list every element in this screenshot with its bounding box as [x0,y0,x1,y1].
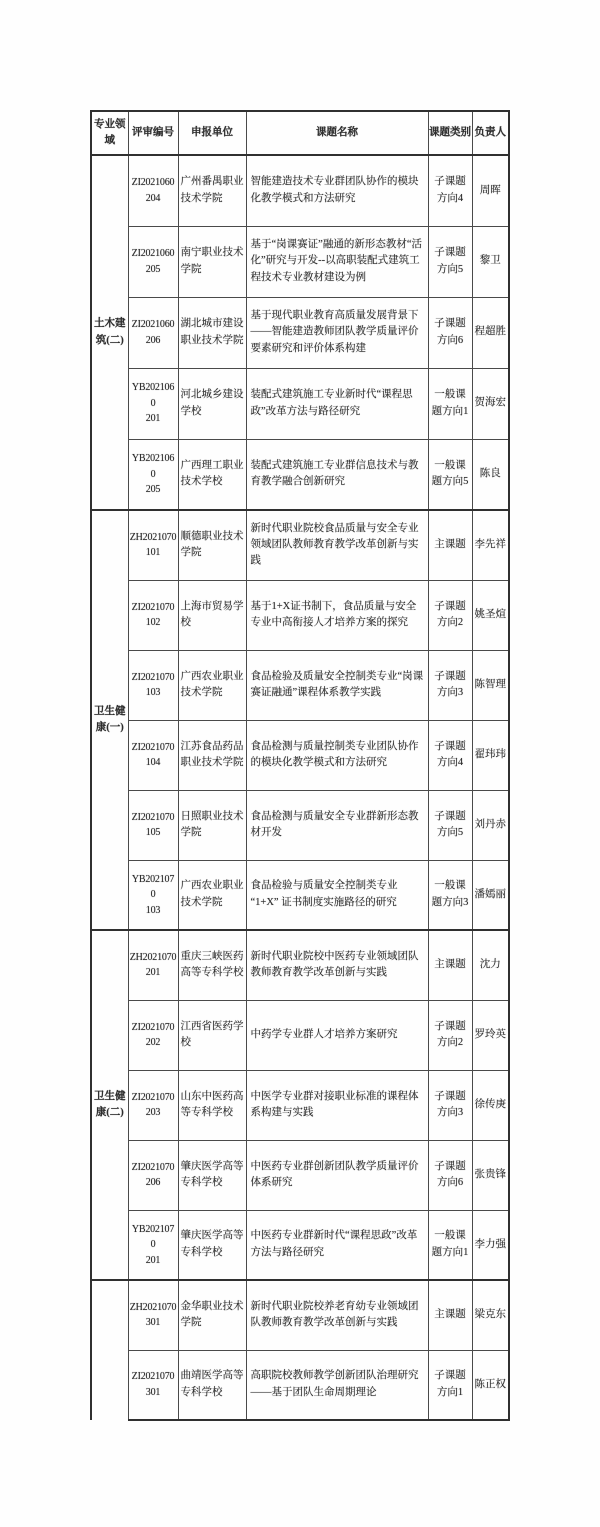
cell-applicant-unit: 河北城乡建设学校 [178,368,246,439]
cell-leader-name: 罗玲英 [472,1000,509,1070]
cell-project-type: 子课题方向2 [428,1000,472,1070]
cell-project-title: 新时代职业院校食品质量与安全专业领域团队教师教育教学改革创新与实践 [246,510,428,580]
table-row [91,860,509,930]
cell-review-code: YB2021070 103 [128,860,178,930]
cell-project-type: 子课题方向3 [428,650,472,720]
cell-project-title: 新时代职业院校养老育幼专业领域团队教师教育教学改革创新与实践 [246,1280,428,1350]
cell-project-type: 子课题方向5 [428,790,472,860]
cell-leader-name: 程超胜 [472,297,509,368]
cell-project-title: 新时代职业院校中医药专业领域团队教师教育教学改革创新与实践 [246,930,428,1000]
column-header-title: 课题名称 [246,111,428,155]
cell-project-title: 中药学专业群人才培养方案研究 [246,1000,428,1070]
cell-review-code: YB2021060 201 [128,368,178,439]
cell-leader-name: 周晖 [472,155,509,226]
cell-project-type: 子课题方向5 [428,226,472,297]
table-row [91,1350,509,1420]
cell-project-title: 高职院校教师教学创新团队治理研究——基于团队生命周期理论 [246,1350,428,1420]
cell-applicant-unit: 日照职业技术学院 [178,790,246,860]
cell-project-type: 子课题方向6 [428,297,472,368]
cell-review-code: ZI2021060 204 [128,155,178,226]
table-row [91,790,509,860]
cell-leader-name: 张贵锋 [472,1140,509,1210]
cell-project-title: 基于现代职业教育高质量发展背景下——智能建造教师团队教学质量评价要素研究和评价体系构建 [246,297,428,368]
cell-applicant-unit: 顺德职业技术学院 [178,510,246,580]
cell-applicant-unit: 肇庆医学高等专科学校 [178,1210,246,1280]
cell-review-code: ZI2021060 205 [128,226,178,297]
cell-applicant-unit: 广西农业职业技术学院 [178,860,246,930]
cell-project-title: 食品检验与质量安全控制类专业 “1+X” 证书制度实施路径的研究 [246,860,428,930]
cell-project-title: 中医药专业群创新团队教学质量评价体系研究 [246,1140,428,1210]
cell-leader-name: 姚圣煊 [472,580,509,650]
cell-field: 卫生健康(二) [91,930,128,1280]
cell-review-code: YB2021070 201 [128,1210,178,1280]
cell-project-type: 一般课题方向1 [428,1210,472,1280]
cell-applicant-unit: 广州番禺职业技术学院 [178,155,246,226]
cell-review-code: ZI2021070 206 [128,1140,178,1210]
cell-project-type: 主课题 [428,510,472,580]
cell-review-code: ZI2021070 104 [128,720,178,790]
table-row [91,297,509,368]
cell-project-type: 一般课题方向3 [428,860,472,930]
cell-leader-name: 徐传庚 [472,1070,509,1140]
cell-leader-name: 陈正权 [472,1350,509,1420]
cell-applicant-unit: 山东中医药高等专科学校 [178,1070,246,1140]
table-row [91,510,509,580]
cell-applicant-unit: 重庆三峡医药高等专科学校 [178,930,246,1000]
table-row [91,720,509,790]
cell-review-code: ZH2021070 301 [128,1280,178,1350]
cell-review-code: ZI2021070 102 [128,580,178,650]
table-row [91,1000,509,1070]
cell-project-type: 子课题方向3 [428,1070,472,1140]
cell-review-code: ZI2021070 202 [128,1000,178,1070]
cell-applicant-unit: 曲靖医学高等专科学校 [178,1350,246,1420]
cell-leader-name: 梁克东 [472,1280,509,1350]
cell-applicant-unit: 湖北城市建设职业技术学院 [178,297,246,368]
cell-project-type: 一般课题方向5 [428,439,472,510]
cell-project-title: 装配式建筑施工专业群信息技术与教育教学融合创新研究 [246,439,428,510]
cell-project-title: 基于1+X证书制下，食品质量与安全专业中高衔接人才培养方案的探究 [246,580,428,650]
cell-applicant-unit: 江苏食品药品职业技术学院 [178,720,246,790]
cell-leader-name: 黎卫 [472,226,509,297]
cell-project-title: 食品检验及质量安全控制类专业“岗课赛证融通”课程体系教学实践 [246,650,428,720]
cell-project-title: 中医学专业群对接职业标准的课程体系构建与实践 [246,1070,428,1140]
cell-project-type: 子课题方向1 [428,1350,472,1420]
cell-project-type: 子课题方向6 [428,1140,472,1210]
cell-review-code: ZI2021060 206 [128,297,178,368]
column-header-type: 课题类别 [428,111,472,155]
cell-applicant-unit: 肇庆医学高等专科学校 [178,1140,246,1210]
cell-project-type: 子课题方向4 [428,720,472,790]
cell-field: 土木建筑(二) [91,155,128,510]
cell-project-title: 装配式建筑施工专业新时代“课程思政”改革方法与路径研究 [246,368,428,439]
cell-leader-name: 陈智理 [472,650,509,720]
cell-review-code: ZI2021070 301 [128,1350,178,1420]
cell-leader-name: 沈力 [472,930,509,1000]
cell-project-type: 主课题 [428,930,472,1000]
cell-project-title: 中医药专业群新时代“课程思政”改革方法与路径研究 [246,1210,428,1280]
cell-project-type: 子课题方向4 [428,155,472,226]
table-row [91,1070,509,1140]
cell-review-code: ZH2021070 101 [128,510,178,580]
column-header-code: 评审编号 [128,111,178,155]
cell-leader-name: 潘嫣丽 [472,860,509,930]
table-row [91,650,509,720]
cell-review-code: ZH2021070 201 [128,930,178,1000]
cell-project-title: 基于“岗课赛证”融通的新形态教材“活化”研究与开发--以高职装配式建筑工程技术专业教材建设为例 [246,226,428,297]
cell-applicant-unit: 江西省医药学校 [178,1000,246,1070]
header-row [91,111,509,155]
table-row [91,1280,509,1350]
cell-field [91,1280,128,1420]
cell-leader-name: 李先祥 [472,510,509,580]
cell-applicant-unit: 金华职业技术学院 [178,1280,246,1350]
cell-leader-name: 刘丹赤 [472,790,509,860]
cell-applicant-unit: 南宁职业技术学院 [178,226,246,297]
table-body [91,155,509,1420]
cell-leader-name: 翟玮玮 [472,720,509,790]
cell-leader-name: 陈良 [472,439,509,510]
cell-project-title: 食品检测与质量安全专业群新形态教材开发 [246,790,428,860]
table-row [91,439,509,510]
cell-applicant-unit: 广西农业职业技术学院 [178,650,246,720]
table-row [91,1140,509,1210]
column-header-field: 专业领域 [91,111,128,155]
cell-applicant-unit: 广西理工职业技术学校 [178,439,246,510]
table-row [91,226,509,297]
cell-review-code: ZI2021070 105 [128,790,178,860]
table-row [91,1210,509,1280]
column-header-leader: 负责人 [472,111,509,155]
table-row [91,580,509,650]
cell-project-type: 子课题方向2 [428,580,472,650]
cell-applicant-unit: 上海市贸易学校 [178,580,246,650]
table-row [91,155,509,226]
cell-review-code: ZI2021070 203 [128,1070,178,1140]
table-row [91,368,509,439]
projects-table [90,110,510,1421]
cell-review-code: YB2021060 205 [128,439,178,510]
table-row [91,930,509,1000]
table-header [91,111,509,155]
cell-project-title: 食品检测与质量控制类专业团队协作的模块化教学模式和方法研究 [246,720,428,790]
column-header-unit: 申报单位 [178,111,246,155]
cell-leader-name: 李力强 [472,1210,509,1280]
cell-project-type: 一般课题方向1 [428,368,472,439]
cell-review-code: ZI2021070 103 [128,650,178,720]
cell-project-title: 智能建造技术专业群团队协作的模块化教学模式和方法研究 [246,155,428,226]
cell-leader-name: 贺海宏 [472,368,509,439]
cell-project-type: 主课题 [428,1280,472,1350]
cell-field: 卫生健康(一) [91,510,128,930]
